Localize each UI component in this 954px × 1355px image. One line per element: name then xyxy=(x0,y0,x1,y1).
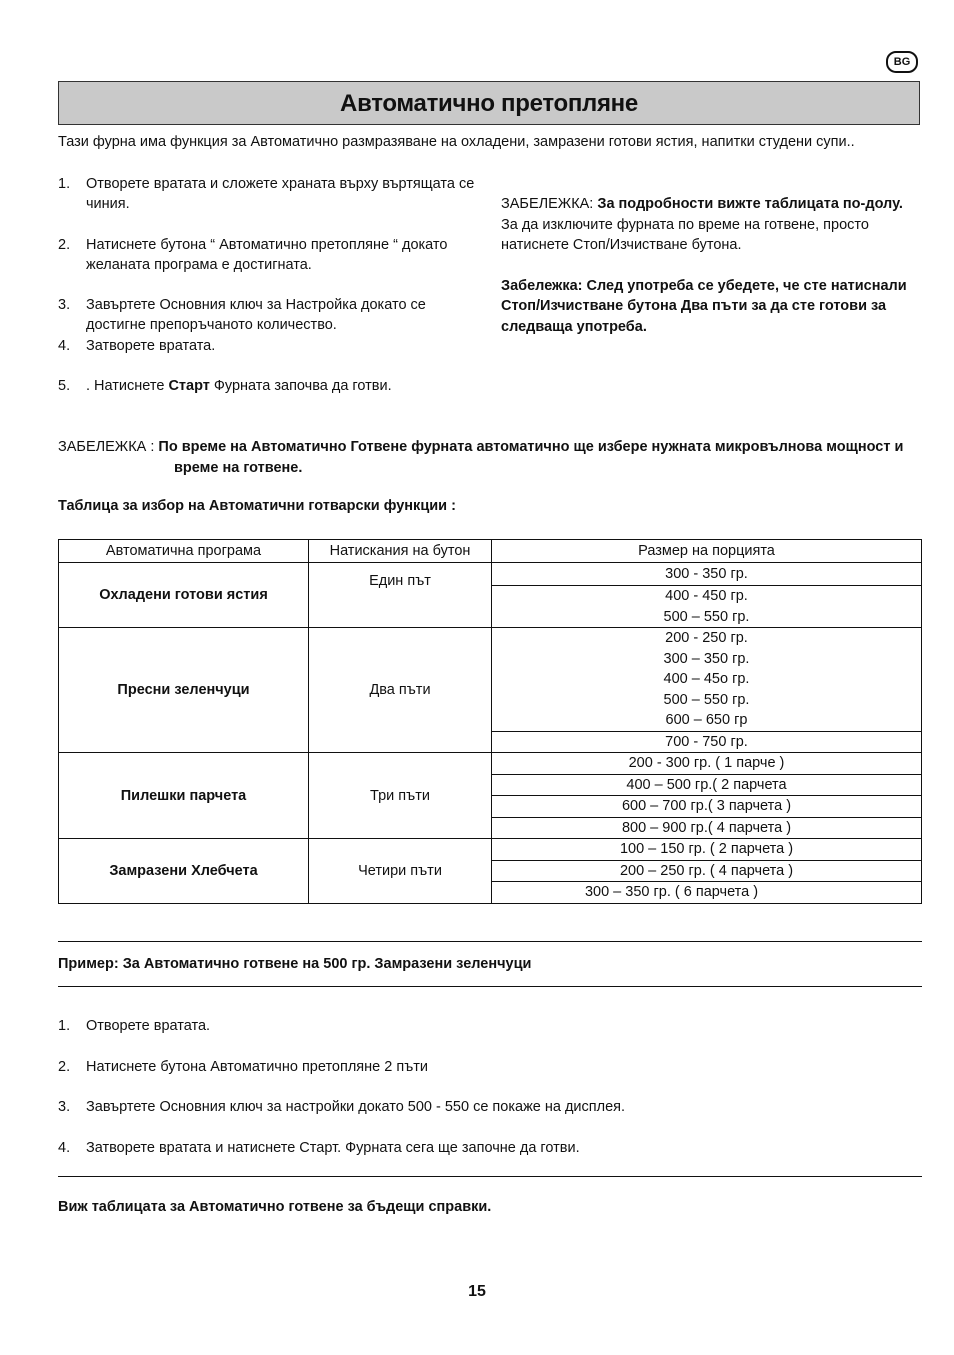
divider xyxy=(58,941,922,942)
column-header: Натискания на бутон xyxy=(309,540,492,563)
portion-size: 100 – 150 гр. ( 2 парчета ) xyxy=(492,839,922,861)
program-name: Охладени готови ястия xyxy=(59,563,309,628)
language-badge: BG xyxy=(886,51,918,73)
step-number: 2. xyxy=(58,237,71,253)
page-title: Автоматично претопляне xyxy=(58,81,920,125)
portion-size: 300 – 350 гр. ( 6 парчета ) xyxy=(492,882,922,904)
portion-size: 200 - 250 гр. 300 – 350 гр. 400 – 45о гр. 500 – 550 гр. 600 – 650 гр xyxy=(492,628,922,732)
step-number: 3. xyxy=(58,297,71,313)
column-header: Размер на порцията xyxy=(492,540,922,563)
button-presses: Два пъти xyxy=(309,628,492,753)
step-number: 4. xyxy=(58,338,71,354)
page-number: 15 xyxy=(468,1283,486,1300)
portion-size: 700 - 750 гр. xyxy=(492,731,922,753)
footer-note: Виж таблицата за Автоматично готвене за бъдещи справки. xyxy=(58,1199,492,1215)
table-row xyxy=(59,753,922,775)
button-presses: Три пъти xyxy=(309,753,492,839)
portion-size: 400 – 500 гр.( 2 парчета xyxy=(492,774,922,796)
portion-size: 400 - 450 гр. 500 – 550 гр. xyxy=(492,586,922,628)
step-text: Завъртете Основния ключ за Настройка докато се достигне препоръчаното количество. xyxy=(86,297,426,333)
intro-text: Тази фурна има функция за Автоматично размразяване на охладени, замразени готови ястия, напитки студени супи.. xyxy=(58,134,855,150)
table-row xyxy=(59,628,922,732)
program-name: Пилешки парчета xyxy=(59,753,309,839)
table-caption: Таблица за избор на Автоматични готварски функции : xyxy=(58,498,456,514)
portion-size: 600 – 700 гр.( 3 парчета ) xyxy=(492,796,922,818)
button-presses: Четири пъти xyxy=(309,839,492,904)
program-name: Замразени Хлебчета xyxy=(59,839,309,904)
side-notes xyxy=(501,194,921,337)
column-header: Автоматична програма xyxy=(59,540,309,563)
step-number: 5. xyxy=(58,378,71,394)
portion-size: 800 – 900 гр.( 4 парчета ) xyxy=(492,817,922,839)
button-presses: Един път xyxy=(309,563,492,628)
general-note: ЗАБЕЛЕЖКА : По време на Автоматично Готвене фурната автоматично ще избере нужната микровълнова мощност и време на готвене. xyxy=(58,439,904,476)
program-name: Пресни зеленчуци xyxy=(59,628,309,753)
step-text: Натиснете бутона “ Автоматично претопляне “ докато желаната програма е достигната. xyxy=(86,237,448,273)
table-row xyxy=(59,563,922,586)
note-1: ЗАБЕЛЕЖКА: За подробности вижте таблицата по-долу. xyxy=(501,196,903,212)
note-1-text: За да изключите фурната по време на готвене, просто натиснете Стоп/Изчистване бутона. xyxy=(501,216,869,253)
table-header-row xyxy=(59,540,922,563)
example-heading: Пример: За Автоматично готвене на 500 гр. Замразени зеленчуци xyxy=(58,956,532,972)
step-text: . Натиснете Старт Фурната започва да готви. xyxy=(86,378,392,394)
portion-size: 200 - 300 гр. ( 1 парче ) xyxy=(492,753,922,775)
divider xyxy=(58,986,922,987)
note-2: Забележка: След употреба се убедете, че сте натиснали Стоп/Изчистване бутона Два пъти за да сте готови за следваща употреба. xyxy=(501,277,907,335)
step-text: Затворете вратата. xyxy=(86,338,216,354)
auto-program-table xyxy=(58,539,922,904)
portion-size: 300 - 350 гр. xyxy=(492,563,922,586)
table-row xyxy=(59,839,922,861)
portion-size: 200 – 250 гр. ( 4 парчета ) xyxy=(492,860,922,882)
step-number: 1. xyxy=(58,176,71,192)
step-text: Отворете вратата и сложете храната върху въртящата се чиния. xyxy=(86,176,475,212)
note-label: ЗАБЕЛЕЖКА : xyxy=(58,439,155,455)
divider xyxy=(58,1176,922,1177)
